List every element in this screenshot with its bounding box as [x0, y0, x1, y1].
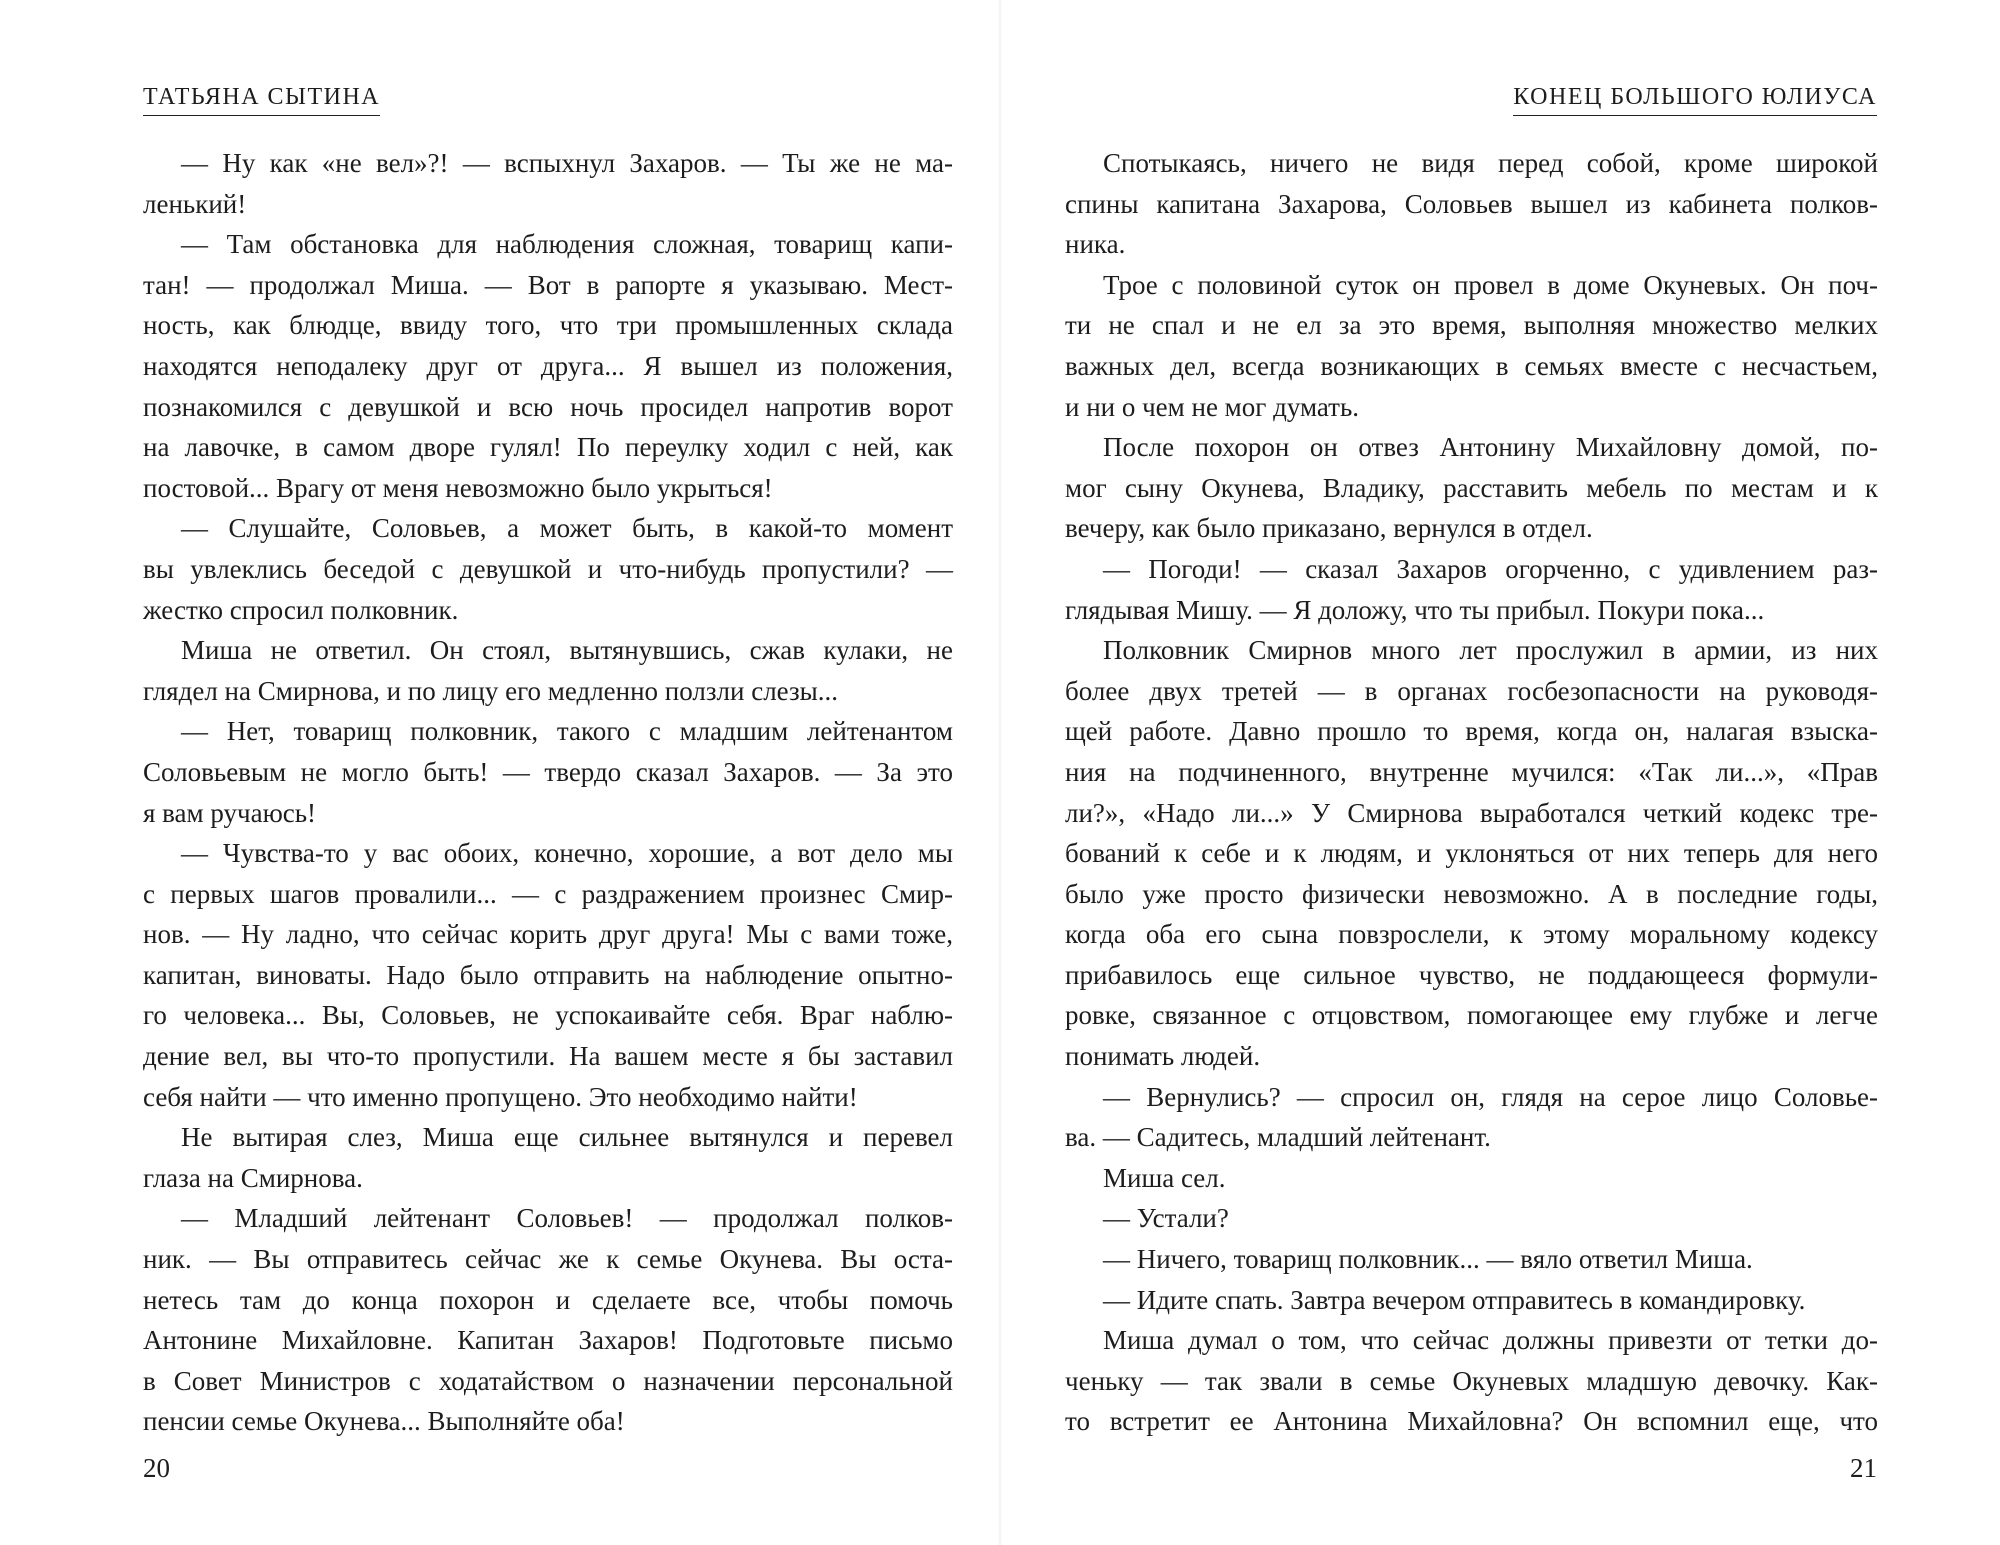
- text-line: ленький!: [143, 188, 247, 219]
- text-line: — Ничего, товарищ полковник... — вяло ответил Миша.: [1103, 1244, 1753, 1275]
- text-line: ченьку — так звали в семье Окуневых младшую девочку. Как-: [1065, 1365, 1878, 1396]
- text-line: с первых шагов провалили... — с раздражением произнес Смир-: [143, 878, 953, 909]
- text-line: Не вытирая слез, Миша еще сильнее вытянулся и перевел: [181, 1122, 953, 1153]
- text-line: бований к себе и к людям, и уклоняться от них теперь для него: [1065, 838, 1878, 869]
- text-line: Миша не ответил. Он стоял, вытянувшись, сжав кулаки, не: [181, 635, 953, 666]
- text-line: После похорон он отвез Антонину Михайловну домой, по-: [1103, 432, 1878, 463]
- text-line: я вам ручаюсь!: [143, 797, 317, 828]
- text-line: — Устали?: [1103, 1203, 1229, 1234]
- text-line: находятся неподалеку друг от друга... Я вышел из положения,: [143, 350, 953, 381]
- text-line: нов. — Ну ладно, что сейчас корить друг друга! Мы с вами тоже,: [143, 919, 953, 950]
- text-line: прибавилось еще сильное чувство, не поддающееся формули-: [1065, 959, 1878, 990]
- text-line: Спотыкаясь, ничего не видя перед собой, кроме широкой: [1103, 148, 1878, 178]
- text-line: — Ну как «не вел»?! — вспыхнул Захаров. — Ты же не ма-: [181, 148, 953, 178]
- text-line: пенсии семье Окунева... Выполняйте оба!: [143, 1406, 625, 1437]
- text-line: — Там обстановка для наблюдения сложная, товарищ капи-: [181, 229, 953, 260]
- text-line: важных дел, всегда возникающих в семьях вместе с несчастьем,: [1065, 350, 1878, 381]
- text-line: познакомился с девушкой и всю ночь просидел напротив ворот: [143, 391, 953, 422]
- text-line: ник. — Вы отправитесь сейчас же к семье Окунева. Вы оста-: [143, 1244, 953, 1275]
- text-line: — Чувства-то у вас обоих, конечно, хорошие, а вот дело мы: [181, 838, 953, 869]
- text-line: — Идите спать. Завтра вечером отправитесь в командировку.: [1103, 1284, 1806, 1315]
- text-line: на лавочке, в самом дворе гулял! По переулку ходил с ней, как: [143, 432, 953, 463]
- text-line: ва. — Садитесь, младший лейтенант.: [1065, 1122, 1491, 1153]
- text-line: спины капитана Захарова, Соловьев вышел из кабинета полков-: [1065, 188, 1878, 219]
- text-line: глаза на Смирнова.: [143, 1162, 363, 1193]
- text-line: ли?», «Надо ли...» У Смирнова выработался четкий кодекс тре-: [1065, 797, 1878, 828]
- text-line: ровке, связанное с отцовством, помогающее ему глубже и легче: [1065, 1000, 1878, 1031]
- right-page: [1000, 0, 2000, 1545]
- text-line: себя найти — что именно пропущено. Это необходимо найти!: [143, 1081, 858, 1112]
- text-line: го человека... Вы, Соловьев, не успокаивайте себя. Враг наблю-: [143, 1000, 953, 1031]
- text-line: Миша думал о том, что сейчас должны привезти от тетки до-: [1103, 1325, 1878, 1356]
- text-line: вечеру, как было приказано, вернулся в отдел.: [1065, 513, 1593, 544]
- text-line: постовой... Врагу от меня невозможно было укрыться!: [143, 472, 773, 503]
- text-line: ника.: [1065, 229, 1126, 260]
- text-line: Соловьевым не могло быть! — твердо сказал Захаров. — За это: [143, 756, 953, 787]
- text-line: было уже просто физически невозможно. А в последние годы,: [1065, 878, 1878, 909]
- text-line: — Младший лейтенант Соловьев! — продолжал полков-: [181, 1203, 953, 1234]
- text-line: то встретит ее Антонина Михайловна? Он вспомнил еще, что: [1065, 1406, 1878, 1437]
- text-line: ния на подчиненного, внутренне мучился: «Так ли...», «Прав: [1065, 756, 1878, 787]
- text-line: капитан, виноваты. Надо было отправить на наблюдение опытно-: [143, 959, 953, 990]
- right-running-head: КОНЕЦ БОЛЬШОГО ЮЛИУСА: [1513, 82, 1877, 116]
- left-text-block: [143, 143, 953, 1442]
- text-line: понимать людей.: [1065, 1041, 1261, 1072]
- right-text-block: [1065, 143, 1878, 1442]
- text-line: когда оба его сына повзрослели, к этому моральному кодексу: [1065, 919, 1878, 950]
- text-line: глядел на Смирнова, и по лицу его медленно ползли слезы...: [143, 675, 839, 706]
- text-line: в Совет Министров с ходатайством о назначении персональной: [143, 1365, 953, 1396]
- text-line: Антонине Михайловне. Капитан Захаров! Подготовьте письмо: [143, 1325, 953, 1356]
- text-line: нетесь там до конца похорон и сделаете все, чтобы помочь: [143, 1284, 953, 1315]
- text-line: глядывая Мишу. — Я доложу, что ты прибыл. Покури пока...: [1065, 594, 1765, 625]
- text-line: Миша сел.: [1103, 1162, 1226, 1193]
- text-line: мог сыну Окунева, Владику, расставить мебель по местам и к: [1065, 472, 1878, 503]
- text-line: — Погоди! — сказал Захаров огорченно, с удивлением раз-: [1103, 553, 1878, 584]
- text-line: тан! — продолжал Миша. — Вот в рапорте я указываю. Мест-: [143, 269, 953, 300]
- text-line: Трое с половиной суток он провел в доме Окуневых. Он поч-: [1103, 269, 1878, 300]
- left-running-head: ТАТЬЯНА СЫТИНА: [143, 82, 380, 116]
- text-line: ность, как блюдце, ввиду того, что три промышленных склада: [143, 310, 953, 341]
- text-line: вы увлеклись беседой с девушкой и что-нибудь пропустили? —: [143, 553, 953, 584]
- text-line: — Слушайте, Соловьев, а может быть, в какой-то момент: [181, 513, 953, 544]
- text-line: — Вернулись? — спросил он, глядя на серое лицо Соловье-: [1103, 1081, 1878, 1112]
- text-line: и ни о чем не мог думать.: [1065, 391, 1360, 422]
- left-page-number: 20: [143, 1453, 170, 1483]
- text-line: Полковник Смирнов много лет прослужил в армии, из них: [1103, 635, 1878, 666]
- text-line: более двух третей — в органах госбезопасности на руководя-: [1065, 675, 1878, 706]
- right-page-number: 21: [1850, 1453, 1877, 1483]
- text-line: щей работе. Давно прошло то время, когда он, налагая взыска-: [1065, 716, 1878, 747]
- text-line: дение вел, вы что-то пропустили. На вашем месте я бы заставил: [143, 1041, 953, 1072]
- text-line: — Нет, товарищ полковник, такого с младшим лейтенантом: [181, 716, 953, 747]
- text-line: жестко спросил полковник.: [143, 594, 459, 625]
- text-line: ти не спал и не ел за это время, выполняя множество мелких: [1065, 310, 1878, 341]
